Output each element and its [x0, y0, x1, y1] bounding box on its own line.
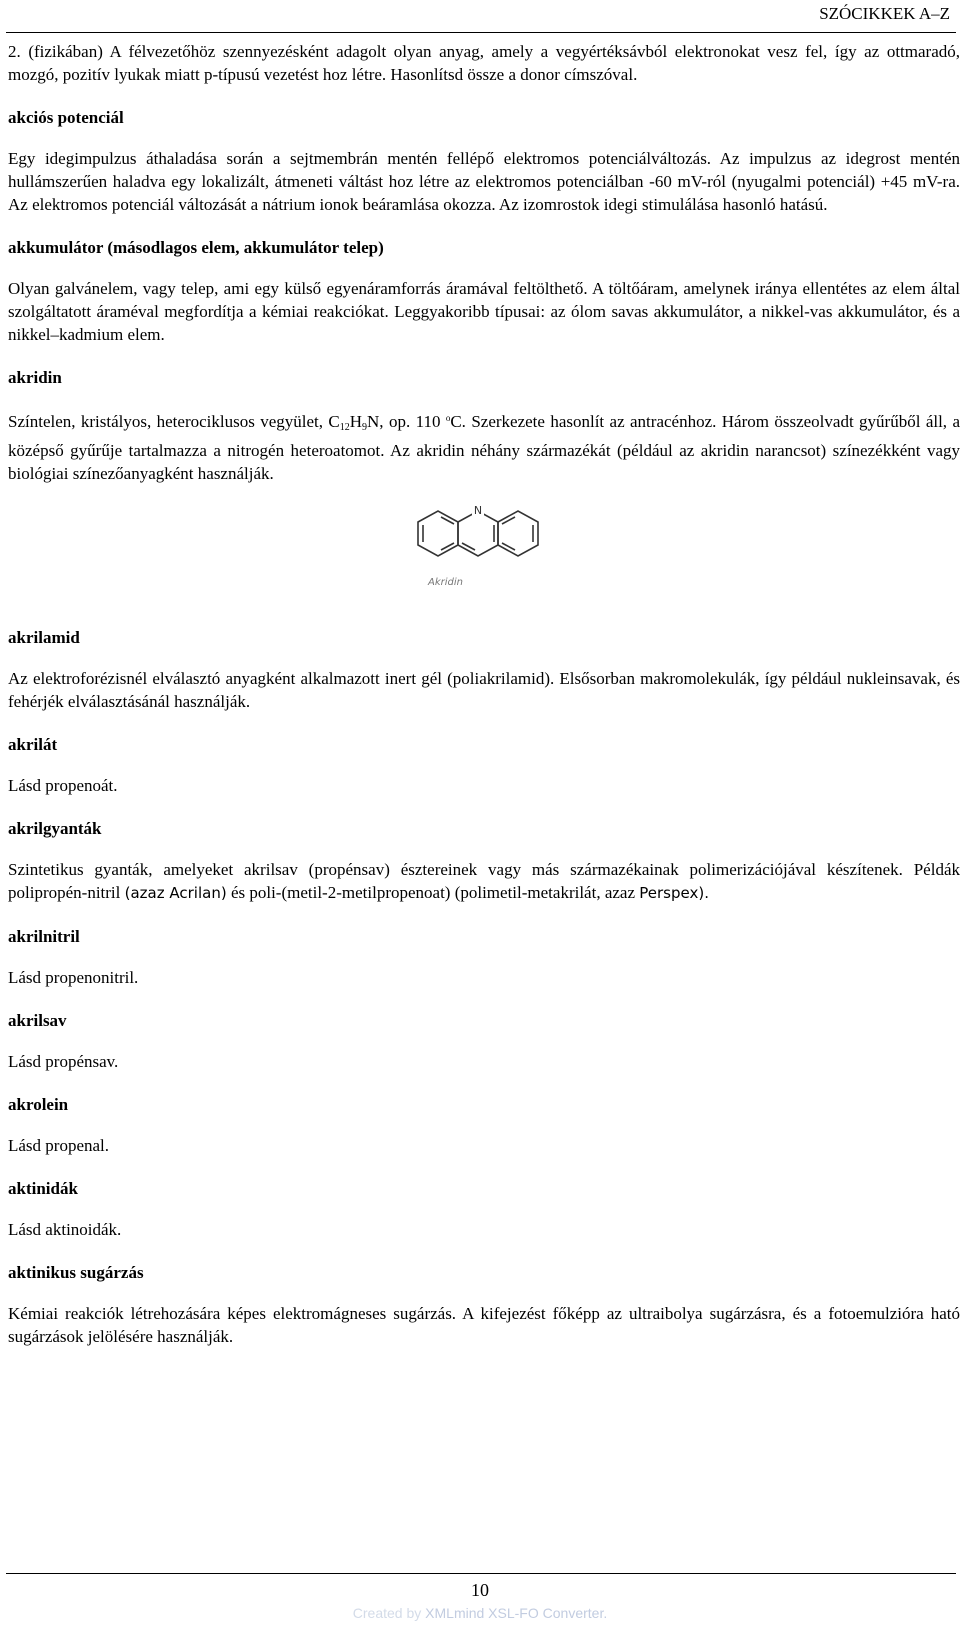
akridin-text-n: N, op. 110	[367, 412, 446, 431]
credit-prefix: Created by	[352, 1605, 426, 1621]
akridin-subscript-c: 12	[339, 422, 350, 433]
intro-paragraph: 2. (fizikában) A félvezetőhöz szennyezésként adagolt olyan anyag, amely a vegyértéksávból elektronokat vesz fel, így az ottmaradó, mozgó, pozitív lyukak miatt p-típusú vezetést hoz létre. Hasonlítsd össze a donor címszóval.	[8, 42, 960, 84]
entry-title-aktinikus-sugarzas: aktinikus sugárzás	[8, 1263, 144, 1282]
nitrogen-atom-label: N	[473, 504, 483, 517]
figure-caption: Akridin	[428, 577, 463, 588]
page-content	[8, 40, 960, 1348]
entry-title-akridin: akridin	[8, 368, 62, 387]
akridin-structure-figure	[8, 501, 960, 601]
akrilgyantak-text-2: (azaz Acrilan)	[124, 884, 227, 902]
entry-body-akrilamid: Az elektroforézisnél elválasztó anyagként alkalmazott inert gél (poliakrilamid). Elsősorban makromolekulák, így például nukleinsavak, és fehérjék elválasztásánál használják.	[8, 669, 960, 711]
akridin-rings	[418, 511, 538, 556]
entry-title-akrilamid: akrilamid	[8, 628, 80, 647]
akrilgyantak-text-3: és poli-(metil-2-metilpropenoat) (polimetil-metakrilát, azaz	[226, 883, 640, 902]
entry-body-akridin	[8, 407, 960, 485]
akridin-text-1: Színtelen, kristályos, heterociklusos vegyület, C	[8, 412, 340, 431]
entry-body-akcios-potencial: Egy idegimpulzus áthaladása során a sejtmembrán mentén fellépő elektromos potenciálváltozás. Az impulzus az idegrost mentén hullámszerűen haladva egy lokalizált, átmeneti váltást hoz létre az elektromos potenciálban -60 mV-ról (nyugalmi potenciál) +45 mV-ra. Az elektromos potenciál változását a nátrium ionok beáramlása okozza. Az izomrostok idegi stimulálása hasonló hatású.	[8, 149, 960, 214]
entry-title-akrilsav: akrilsav	[8, 1011, 67, 1030]
credit-product: XMLmind XSL-FO Converter.	[425, 1605, 608, 1621]
entry-body-akrolein: Lásd propenal.	[8, 1136, 110, 1155]
entry-title-akcios-potencial: akciós potenciál	[8, 108, 124, 127]
entry-body-akrilsav: Lásd propénsav.	[8, 1052, 119, 1071]
header-divider	[6, 32, 956, 33]
entry-title-akrilat: akrilát	[8, 735, 58, 754]
entry-title-akrilnitril: akrilnitril	[8, 927, 80, 946]
entry-body-akrilgyantak	[8, 858, 960, 905]
akrilgyantak-text-4: Perspex).	[639, 884, 709, 902]
akridin-text-2: C. Szerkezete hasonlít az antracénhoz. Három összeolvadt gyűrűből áll, a középső gyűrűje tartalmazza a nitrogén heteroatomot. Az akridin néhány származékát (például az akridin narancsot) színezékként vagy biológiai színezőanyagként használják.	[8, 412, 960, 483]
entry-title-akkumulator: akkumulátor (másodlagos elem, akkumulátor telep)	[8, 238, 384, 257]
entry-title-akrolein: akrolein	[8, 1095, 69, 1114]
generator-credit	[0, 1605, 960, 1621]
entry-body-aktinidak: Lásd aktinoidák.	[8, 1220, 122, 1239]
entry-title-aktinidak: aktinidák	[8, 1179, 78, 1198]
running-header: SZÓCIKKEK A–Z	[819, 4, 950, 23]
akridin-structure-image	[408, 501, 568, 591]
akridin-text-h: H	[349, 412, 363, 431]
akridin-subscript-h: 9	[362, 422, 368, 433]
entry-body-akrilat: Lásd propenoát.	[8, 776, 118, 795]
akrilgyantak-text-1: Szintetikus gyanták, amelyeket akrilsav (propénsav) észtereinek vagy más származékainak polimerizációjával készítenek. Példák polipropén-nitril	[8, 860, 960, 902]
akridin-degree-mark: o	[445, 413, 451, 423]
entry-title-akrilgyantak: akrilgyanták	[8, 819, 102, 838]
entry-body-akrilnitril: Lásd propenonitril.	[8, 968, 139, 987]
page-number: 10	[471, 1580, 489, 1600]
entry-body-aktinikus-sugarzas: Kémiai reakciók létrehozására képes elektromágneses sugárzás. A kifejezést főképp az ultraibolya sugárzásra, és a fotoemulzióra ható sugárzások jelölésére használják.	[8, 1304, 960, 1346]
entry-body-akkumulator: Olyan galvánelem, vagy telep, ami egy külső egyenáramforrás áramával feltölthető. A töltőáram, amelynek iránya ellentétes az elem által szolgáltatott áraméval megfordítja a kémiai reakciókat. Leggyakoribb típusai: az ólom savas akkumulátor, a nikkel-vas akkumulátor, és a nikkel–kadmium elem.	[8, 279, 960, 344]
footer-divider	[6, 1573, 956, 1574]
